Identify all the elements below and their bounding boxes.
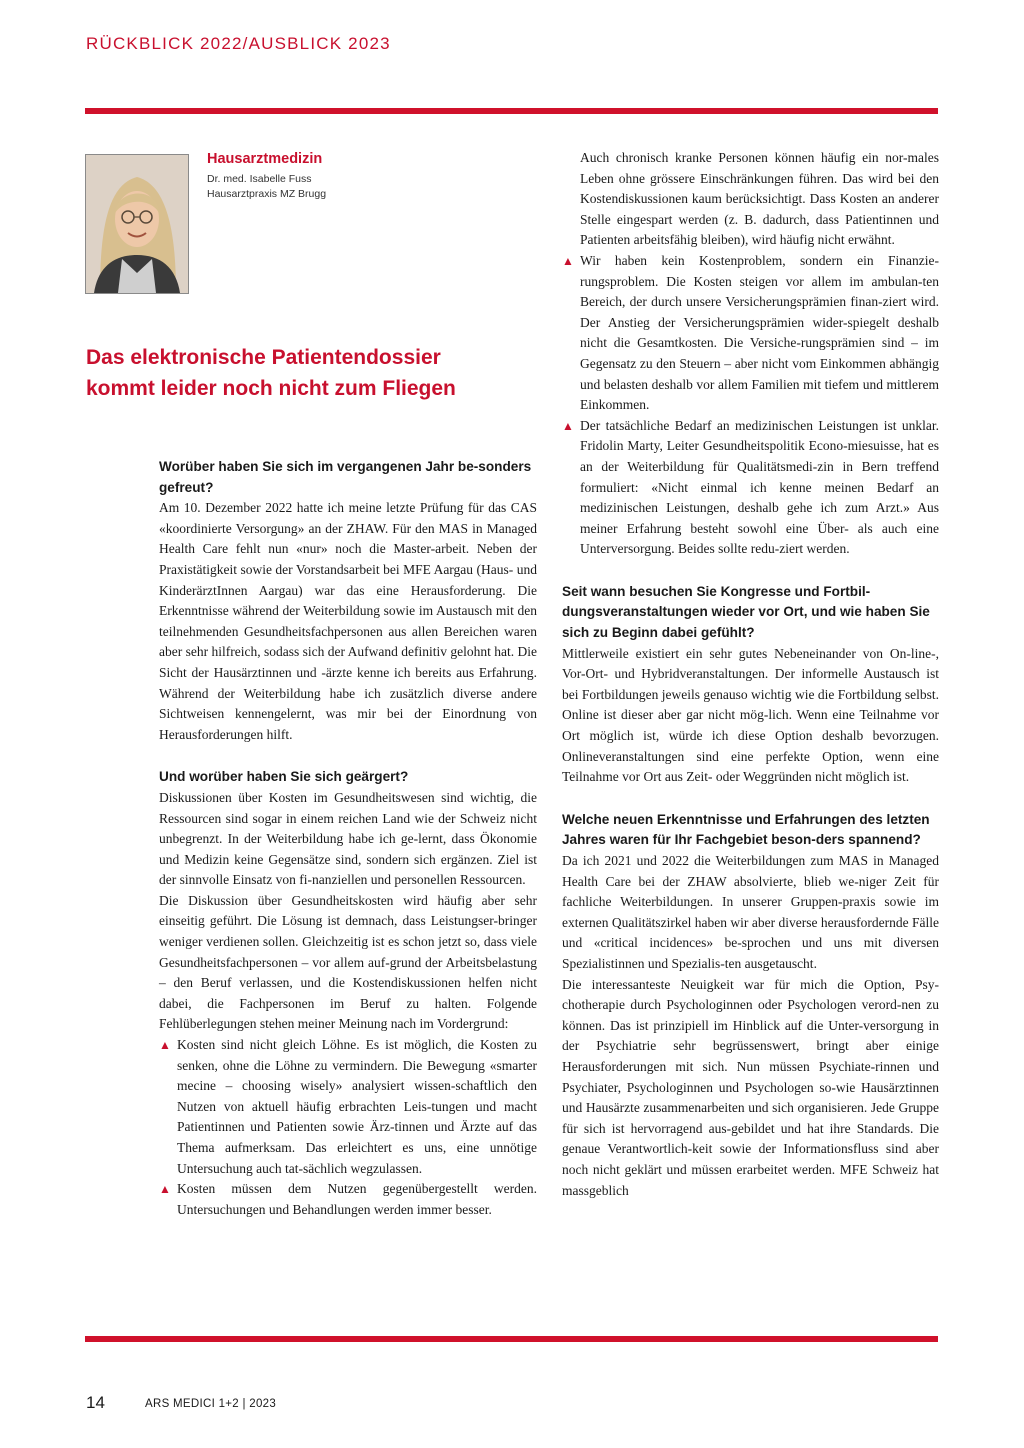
top-rule — [85, 108, 938, 114]
page-number: 14 — [86, 1393, 105, 1412]
question-3: Seit wann besuchen Sie Kongresse und Fortbil-dungsveranstaltungen wieder vor Ort, und wie haben Sie sich zu Beginn dabei gefühlt? — [562, 583, 930, 641]
answer-4: Da ich 2021 und 2022 die Weiterbildungen zum MAS in Managed Health Care bei der ZHAW absolvierte, blieb we-niger Zeit für fachliche Weiterbildungen. In unserer Gruppen-praxis sowie im externen Qualitätszirkel haben wir aber diverse herausfordernde Fälle und «critical incidences» be-sprochen und uns mit diversen Spezialistinnen und Spezialis-ten ausgetauscht. — [562, 853, 939, 971]
bullet-text-4: Der tatsächliche Bedarf an medizinischen Leistungen ist unklar. Fridolin Marty, Leiter Gesundheitspolitik Econo-miesuisse, hat es an der Weiterbildung für Qualitätsmedi-zin in Bern treffend formuliert: «Nicht einmal ich kenne meinen Bedarf an medizinischen Leistungen, deshalb gehe ich zum Arzt.» Aus meiner Erfahrung besteht sowohl eine Über- als auch eine Unterversorgung. Beides sollte redu-ziert werden. — [580, 417, 939, 557]
bullet-item-1 — [159, 1035, 537, 1179]
bullet-item-3 — [562, 251, 939, 416]
bullet-text-2: Kosten müssen dem Nutzen gegenübergestellt werden. Untersuchungen und Behandlungen werden immer besser. — [177, 1181, 537, 1217]
author-photo — [85, 154, 189, 294]
article-headline — [86, 342, 516, 404]
question-4: Welche neuen Erkenntnisse und Erfahrungen des letzten Jahres waren für Ihr Fachgebiet beson-ders spannend? — [562, 811, 930, 848]
triangle-bullet-icon: ▲ — [562, 418, 574, 433]
author-block — [207, 151, 326, 202]
answer-2-continued: Die Diskussion über Gesundheitskosten wird häufig aber sehr einseitig geführt. Die Lösung ist demnach, dass Leistungser-bringer weniger verdienen sollen. Gleichzeitig ist es schon jetzt so, dass viele Gesundheitsfachpersonen – vor allem auf-grund der Arbeitsbelastung – den Beruf verlassen, und die Kostendiskussionen helfen nicht dabei, die Fachpersonen im Beruf zu halten. Folgende Fehlüberlegungen stehen meiner Meinung nach im Vordergrund: — [159, 892, 537, 1032]
bottom-rule — [85, 1336, 938, 1342]
author-topic: Hausarztmedizin — [207, 151, 323, 167]
right-column — [562, 148, 939, 1201]
journal-footer: ARS MEDICI 1+2 | 2023 — [145, 1398, 277, 1410]
answer-4-continued: Die interessanteste Neuigkeit war für mich die Option, Psy-chotherapie durch Psychologinnen oder Psychologen verord-nen zu können. Das ist prinzipiell im Hinblick auf die Unter-versorgung in der Psychiatrie sehr begrüssenswert, bringt aber einige Herausforderungen mit sich. Nun müssen Psychiate-rinnen und Psychiater, Psychologinnen und Psychologen so-wie Hausärztinnen und Hausärzte zusammenarbeiten und sich organisieren. Jede Gruppe für sich ist hervorragend aus-gebildet und hat ihre Standards. Die genaue Verantwortlich-keit sowie der Informationsfluss sind aber noch nicht geklärt und müssen erarbeitet werden. MFE Schweiz hat massgeblich — [562, 976, 939, 1198]
left-column — [159, 457, 537, 1220]
triangle-bullet-icon: ▲ — [159, 1038, 171, 1053]
author-name: Dr. med. Isabelle Fuss — [207, 173, 312, 185]
question-1: Worüber haben Sie sich im vergangenen Jahr be-sonders gefreut? — [159, 459, 532, 495]
answer-3: Mittlerweile existiert ein sehr gutes Nebeneinander von On-line-, Vor-Ort- und Hybridveranstaltungen. Der informelle Austausch ist bei Fortbildungen jeweils genauso wichtig wie die Fortbildung selbst. Online ist dieser aber gar nicht mög-lich. Wenn eine Teilnahme vor Ort möglich ist, würde ich diese Option deshalb bevorzugen. Onlineveranstaltungen sind eine perfekte Option, wenn eine Teilnahme vor Ort aus Zeit- oder Weggründen nicht möglich ist. — [562, 645, 939, 785]
bullet-item-2 — [159, 1179, 537, 1220]
section-title: RÜCKBLICK 2022/AUSBLICK 2023 — [86, 34, 391, 53]
triangle-bullet-icon: ▲ — [159, 1182, 171, 1197]
answer-2: Diskussionen über Kosten im Gesundheitswesen sind wichtig, die Ressourcen sind sogar in einem reichen Land wie der Schweiz nicht unbegrenzt. In der Weiterbildung habe ich ge-lernt, dass Ökonomie und Medizin keine Gegensätze sind, sondern sich ergänzen. Ziel ist der sinnvolle Einsatz von fi-nanziellen und personellen Ressourcen. — [159, 789, 537, 888]
bullet-text-1: Kosten sind nicht gleich Löhne. Es ist möglich, die Kosten zu senken, ohne die Löhne zu vermindern. Die Bewegung «smarter mecine – choosing wisely» analysiert wissen-schaftlich den Nutzen von aktuell häufig erbrachten Leis-tungen und macht Patientinnen und Patienten sowie Ärz-tinnen und Ärzte auf das Thema aufmerksam. Das erleichtert es uns, eine unnötige Untersuchung auch tat-sächlich wegzulassen. — [177, 1037, 537, 1176]
headline-line-1: Das elektronische Patientendossier — [86, 346, 441, 369]
bullet-item-4 — [562, 416, 939, 560]
triangle-bullet-icon: ▲ — [562, 253, 574, 268]
headline-line-2: kommt leider noch nicht zum Fliegen — [86, 377, 456, 400]
portrait-image — [86, 155, 188, 293]
question-2: Und worüber haben Sie sich geärgert? — [159, 769, 409, 785]
author-practice: Hausarztpraxis MZ Brugg — [207, 188, 327, 200]
bullet-2-continuation: Auch chronisch kranke Personen können häufig ein nor-males Leben ohne grössere Einschränkungen führen. Das wird bei den Kostendiskussionen kaum berücksichtigt. Dass Kosten an anderer Stelle eingespart werden (z. B. dadurch, dass Patientinnen und Patienten arbeitsfähig bleiben), wird häufig nicht erwähnt. — [580, 150, 939, 248]
bullet-text-3: Wir haben kein Kostenproblem, sondern ein Finanzie-rungsproblem. Die Kosten steigen vor allem im ambulan-ten Bereich, der durch unsere Versicherungsprämien finan-ziert wird. Der Anstieg der Versicherungsprämien wider-spiegelt deshalb nicht die Gesamtkosten. Die Versiche-rungsprämien sind – im Gegensatz zu den Steuern – aber nicht vom Einkommen abhängig und belasten deshalb vor allem Familien mit tiefem und mittlerem Einkommen. — [580, 252, 939, 413]
answer-1: Am 10. Dezember 2022 hatte ich meine letzte Prüfung für das CAS «koordinierte Versorgung» an der ZHAW. Für den MAS in Managed Health Care fehlt nun «nur» noch die Master-arbeit. Neben der Praxistätigkeit sowie der Vorstandsarbeit bei MFE Aargau (Haus- und KinderärztInnen Aargau) war das eine Herausforderung. Die Erkenntnisse während der Weiterbildung sowie im Austausch mit den teilnehmenden Gesundheitsfachpersonen aus allen Bereichen waren aber sehr hilfreich, sodass sich der Aufwand definitiv gelohnt hat. Die Sicht der Hausärztinnen und -ärzte kenne ich bereits aus Erfahrung. Während der Weiterbildung habe ich zusätzlich diverse andere Sichtweisen kennengelernt, was mir bei der Einordnung von Herausforderungen hilft. — [159, 500, 537, 742]
